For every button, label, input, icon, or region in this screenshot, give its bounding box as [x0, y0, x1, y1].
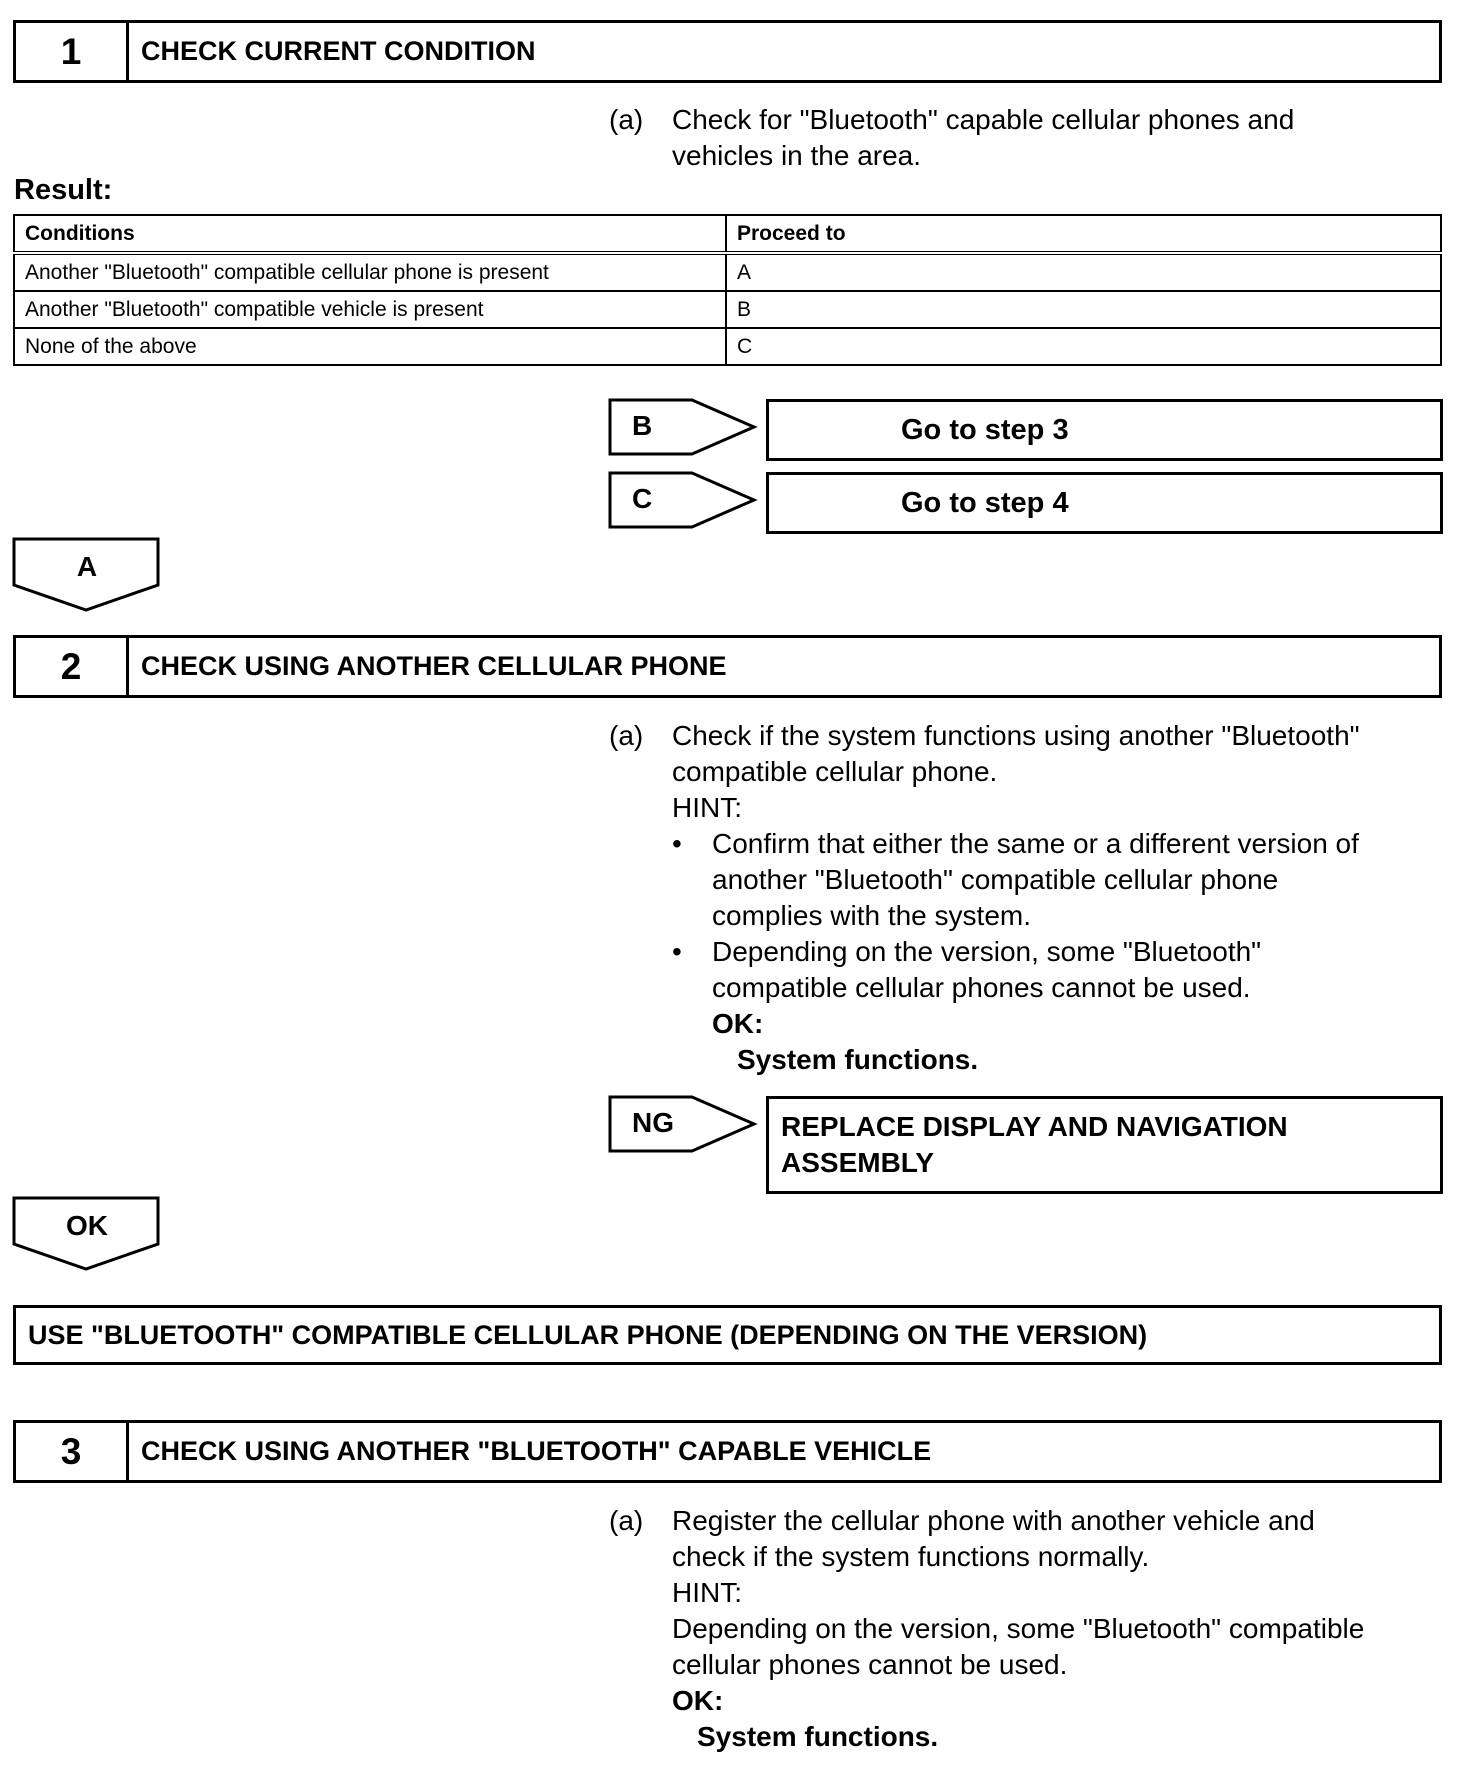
table-cell: Another "Bluetooth" compatible cellular phone is present [14, 253, 726, 291]
step2-hint: HINT: [672, 792, 742, 823]
step2-bullet2 [672, 934, 1452, 1078]
replace-line1: REPLACE DISPLAY AND NAVIGATION [781, 1111, 1288, 1142]
table-cell: Another "Bluetooth" compatible vehicle is present [14, 291, 726, 328]
step3-hint: HINT: [672, 1577, 742, 1608]
step3-header [13, 1420, 1442, 1483]
step3-item-line2: check if the system functions normally. [672, 1541, 1150, 1572]
step2-title: CHECK USING ANOTHER CELLULAR PHONE [141, 651, 727, 681]
step3-item-label: (a) [609, 1505, 644, 1536]
table-row [14, 253, 1441, 291]
bullet-icon: • [672, 936, 682, 967]
replace-line2: ASSEMBLY [781, 1147, 935, 1178]
step3-item-text [672, 1503, 1462, 1755]
bullet2-line2: compatible cellular phones cannot be used. [712, 972, 1251, 1003]
step3-number: 3 [16, 1423, 129, 1480]
branch-c-arrow-icon [608, 471, 758, 531]
table-cell: A [726, 253, 1441, 291]
table-header-conditions: Conditions [14, 215, 726, 253]
bullet-icon: • [672, 828, 682, 859]
end-box-text: USE "BLUETOOTH" COMPATIBLE CELLULAR PHONE (DEPENDING ON THE VERSION) [28, 1319, 1148, 1350]
branch-c-label: C [632, 483, 653, 514]
ng-label: NG [632, 1107, 674, 1138]
step1-item-text [672, 102, 1294, 174]
step1-item-line2: vehicles in the area. [672, 140, 922, 171]
step1-item-label: (a) [609, 104, 644, 135]
step2-ok-text: System functions. [737, 1044, 979, 1075]
step3-ok-text: System functions. [697, 1721, 939, 1752]
step2-item-line2: compatible cellular phone. [672, 756, 998, 787]
step2-item-label: (a) [609, 720, 644, 751]
table-header-proceed: Proceed to [726, 215, 1441, 253]
goto-step4-label: Go to step 4 [901, 486, 1069, 519]
step3-ok-label: OK: [672, 1685, 724, 1716]
step2-item-text [672, 718, 1452, 1078]
branch-b-label: B [632, 410, 653, 441]
step1-title: CHECK CURRENT CONDITION [141, 36, 536, 66]
step3-item-line1: Register the cellular phone with another vehicle and [672, 1505, 1315, 1536]
bullet1-line2: another "Bluetooth" compatible cellular phone [712, 864, 1279, 895]
down-ok-label: OK [66, 1210, 108, 1241]
step2-ok-label: OK: [712, 1008, 764, 1039]
goto-step3-box[interactable] [766, 399, 1443, 461]
step3-hint-line2: cellular phones cannot be used. [672, 1649, 1068, 1680]
step2-item-line1: Check if the system functions using another "Bluetooth" [672, 720, 1360, 751]
step3-hint-line1: Depending on the version, some "Bluetooth" compatible [672, 1613, 1365, 1644]
step2-number: 2 [16, 638, 129, 695]
bullet1-line1: Confirm that either the same or a different version of [712, 828, 1359, 859]
step1-item-line1: Check for "Bluetooth" capable cellular phones and [672, 104, 1295, 135]
bullet2-line1: Depending on the version, some "Bluetooth" [712, 936, 1262, 967]
step1-header [13, 20, 1442, 83]
table-cell: None of the above [14, 328, 726, 365]
branch-b-arrow-icon [608, 398, 758, 458]
step2-bullet1 [672, 826, 1452, 934]
goto-step3-label: Go to step 3 [901, 413, 1069, 446]
step2-header [13, 635, 1442, 698]
bullet1-line3: complies with the system. [712, 900, 1031, 931]
table-cell: C [726, 328, 1441, 365]
ng-arrow-icon [608, 1095, 758, 1155]
table-row [14, 291, 1441, 328]
result-table [13, 214, 1442, 366]
table-row [14, 328, 1441, 365]
end-box [13, 1305, 1442, 1365]
replace-assembly-box[interactable] [766, 1096, 1443, 1194]
result-label: Result: [14, 174, 113, 206]
step3-title: CHECK USING ANOTHER "BLUETOOTH" CAPABLE VEHICLE [141, 1436, 932, 1466]
down-a-label: A [76, 551, 98, 582]
goto-step4-box[interactable] [766, 472, 1443, 534]
step1-number: 1 [16, 23, 129, 80]
table-header-row [14, 215, 1441, 253]
table-cell: B [726, 291, 1441, 328]
